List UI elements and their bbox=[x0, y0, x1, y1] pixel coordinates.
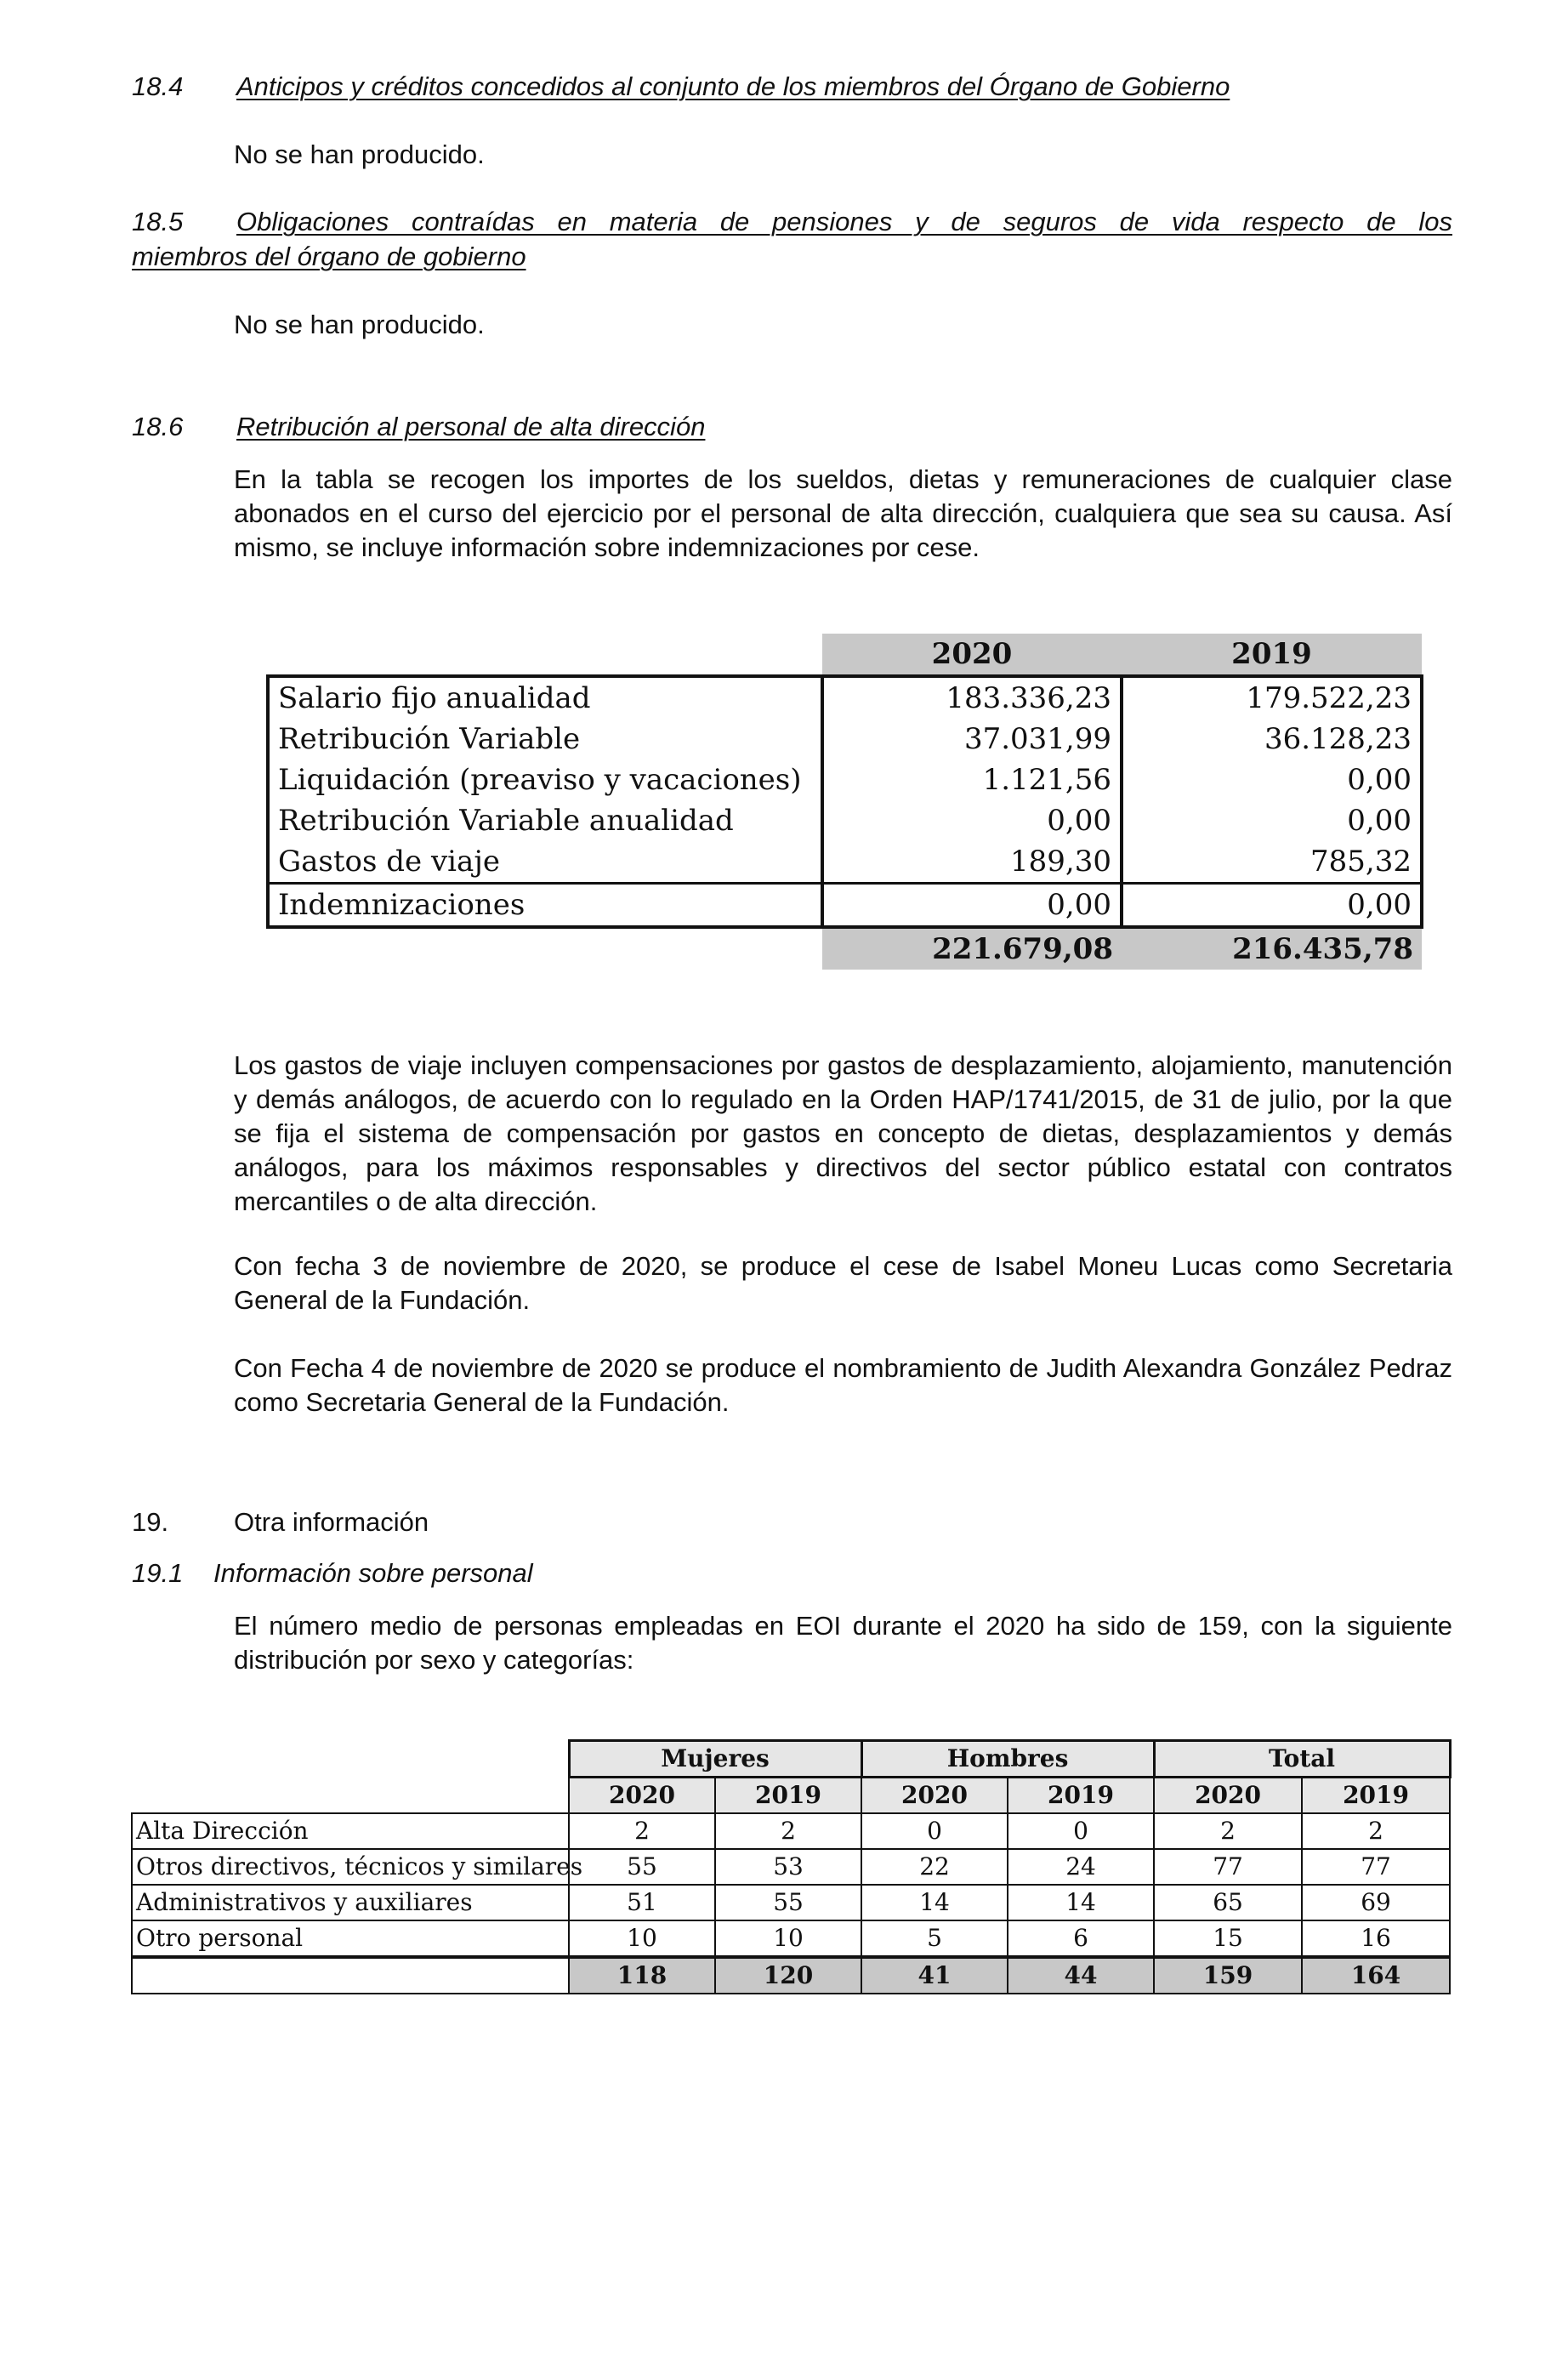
total-value: 44 bbox=[1008, 1957, 1154, 1994]
section-number: 18.5 bbox=[132, 207, 184, 236]
dismissal-note: Con fecha 3 de noviembre de 2020, se produce el cese de Isabel Moneu Lucas como Secretaria General de la Fundación. bbox=[234, 1251, 1452, 1315]
year-header: 2019 bbox=[1302, 1778, 1450, 1814]
section-title-line1: Obligaciones contraídas en materia de pensiones y de seguros de vida respecto de los bbox=[236, 207, 1452, 236]
value-2020: 37.031,99 bbox=[822, 719, 1122, 760]
value-2019: 179.522,23 bbox=[1122, 676, 1422, 719]
table-header-row bbox=[268, 634, 1422, 676]
table-row bbox=[268, 760, 1422, 800]
section-title: Otra información bbox=[234, 1507, 429, 1537]
cell-value: 77 bbox=[1154, 1849, 1302, 1885]
cell-value: 5 bbox=[861, 1920, 1008, 1957]
section-19-1-heading bbox=[132, 1558, 533, 1589]
cell-value: 22 bbox=[861, 1849, 1008, 1885]
section-18-6-heading bbox=[132, 412, 705, 442]
row-label: Gastos de viaje bbox=[268, 841, 822, 884]
row-label: Retribución Variable bbox=[268, 719, 822, 760]
cell-value: 16 bbox=[1302, 1920, 1450, 1957]
year-header: 2020 bbox=[1154, 1778, 1302, 1814]
cell-value: 65 bbox=[1154, 1885, 1302, 1920]
section-number: 18.4 bbox=[132, 71, 184, 101]
value-2020: 1.121,56 bbox=[822, 760, 1122, 800]
cell-value: 2 bbox=[1302, 1813, 1450, 1849]
value-2019: 0,00 bbox=[1122, 760, 1422, 800]
row-label: Indemnizaciones bbox=[268, 884, 822, 928]
section-number: 18.6 bbox=[132, 412, 184, 441]
table-row bbox=[268, 884, 1422, 928]
year-header: 2019 bbox=[1008, 1778, 1154, 1814]
cell-value: 2 bbox=[1154, 1813, 1302, 1849]
total-2019: 216.435,78 bbox=[1122, 927, 1422, 970]
header-year-2019: 2019 bbox=[1122, 634, 1422, 676]
total-value: 120 bbox=[715, 1957, 861, 1994]
table-total-row bbox=[132, 1957, 1450, 1994]
cell-value: 2 bbox=[715, 1813, 861, 1849]
cell-value: 55 bbox=[569, 1849, 715, 1885]
value-2020: 189,30 bbox=[822, 841, 1122, 884]
section-18-5-heading bbox=[132, 207, 1452, 237]
section-18-4-heading bbox=[132, 71, 1230, 102]
cell-value: 14 bbox=[1008, 1885, 1154, 1920]
year-header: 2019 bbox=[715, 1778, 861, 1814]
section-number: 19. bbox=[132, 1507, 169, 1537]
header-year-2020: 2020 bbox=[822, 634, 1122, 676]
row-label: Retribución Variable anualidad bbox=[268, 800, 822, 841]
cell-value: 10 bbox=[715, 1920, 861, 1957]
value-2019: 36.128,23 bbox=[1122, 719, 1422, 760]
cell-value: 10 bbox=[569, 1920, 715, 1957]
cell-value: 53 bbox=[715, 1849, 861, 1885]
table-total-row bbox=[268, 927, 1422, 970]
value-2019: 0,00 bbox=[1122, 884, 1422, 928]
appointment-note: Con Fecha 4 de noviembre de 2020 se produce el nombramiento de Judith Alexandra González Pedraz como Secretaria General de la Fundación. bbox=[234, 1353, 1452, 1417]
table-row bbox=[268, 841, 1422, 884]
value-2020: 0,00 bbox=[822, 800, 1122, 841]
section-19-1-intro: El número medio de personas empleadas en EOI durante el 2020 ha sido de 159, con la siguiente distribución por sexo y categorías: bbox=[234, 1611, 1452, 1675]
value-2019: 785,32 bbox=[1122, 841, 1422, 884]
group-header-hombres: Hombres bbox=[861, 1741, 1154, 1778]
table-row bbox=[132, 1885, 1450, 1920]
cell-value: 15 bbox=[1154, 1920, 1302, 1957]
section-18-5-body: No se han producido. bbox=[234, 310, 485, 339]
total-2020: 221.679,08 bbox=[822, 927, 1122, 970]
section-19-heading bbox=[132, 1507, 429, 1538]
table-row bbox=[268, 800, 1422, 841]
value-2020: 0,00 bbox=[822, 884, 1122, 928]
cell-value: 0 bbox=[1008, 1813, 1154, 1849]
total-value: 41 bbox=[861, 1957, 1008, 1994]
cell-value: 24 bbox=[1008, 1849, 1154, 1885]
section-18-5-heading-line2: miembros del órgano de gobierno bbox=[132, 242, 526, 271]
total-value: 118 bbox=[569, 1957, 715, 1994]
travel-expenses-note: Los gastos de viaje incluyen compensaciones por gastos de desplazamiento, alojamiento, manutención y demás análogos, de acuerdo con lo regulado en la Orden HAP/1741/2015, de 31 de julio, por la que se fija el sistema de compensación por gastos en concepto de dietas, desplazamientos y demás análogos, para los máximos responsables y directivos del sector público estatal con contratos mercantiles o de alta dirección. bbox=[234, 1050, 1452, 1216]
total-value: 164 bbox=[1302, 1957, 1450, 1994]
table-row bbox=[268, 719, 1422, 760]
row-label: Liquidación (preaviso y vacaciones) bbox=[268, 760, 822, 800]
total-value: 159 bbox=[1154, 1957, 1302, 1994]
cell-value: 6 bbox=[1008, 1920, 1154, 1957]
table-row bbox=[268, 676, 1422, 719]
year-header-row bbox=[132, 1778, 1450, 1814]
group-header-row bbox=[132, 1741, 1450, 1778]
cell-value: 55 bbox=[715, 1885, 861, 1920]
cell-value: 14 bbox=[861, 1885, 1008, 1920]
value-2019: 0,00 bbox=[1122, 800, 1422, 841]
group-header-total: Total bbox=[1154, 1741, 1450, 1778]
cell-value: 51 bbox=[569, 1885, 715, 1920]
table-row bbox=[132, 1849, 1450, 1885]
group-header-mujeres: Mujeres bbox=[569, 1741, 861, 1778]
row-label: Alta Dirección bbox=[132, 1813, 569, 1849]
row-label: Administrativos y auxiliares bbox=[132, 1885, 569, 1920]
remuneration-table bbox=[266, 634, 1423, 970]
row-label: Otros directivos, técnicos y similares bbox=[132, 1849, 569, 1885]
section-title: Anticipos y créditos concedidos al conjunto de los miembros del Órgano de Gobierno bbox=[236, 71, 1230, 101]
personnel-table bbox=[131, 1739, 1452, 1994]
year-header: 2020 bbox=[861, 1778, 1008, 1814]
section-number: 19.1 bbox=[132, 1558, 184, 1588]
value-2020: 183.336,23 bbox=[822, 676, 1122, 719]
row-label: Salario fijo anualidad bbox=[268, 676, 822, 719]
cell-value: 2 bbox=[569, 1813, 715, 1849]
section-title: Retribución al personal de alta dirección bbox=[236, 412, 706, 441]
cell-value: 69 bbox=[1302, 1885, 1450, 1920]
section-18-4-body: No se han producido. bbox=[234, 139, 485, 169]
cell-value: 0 bbox=[861, 1813, 1008, 1849]
row-label: Otro personal bbox=[132, 1920, 569, 1957]
table-row bbox=[132, 1813, 1450, 1849]
section-18-6-intro: En la tabla se recogen los importes de los sueldos, dietas y remuneraciones de cualquier clase abonados en el curso del ejercicio por el personal de alta dirección, cualquiera que sea su causa. Así mismo, se incluye información sobre indemnizaciones por cese. bbox=[234, 464, 1452, 562]
cell-value: 77 bbox=[1302, 1849, 1450, 1885]
section-title: Información sobre personal bbox=[213, 1558, 533, 1588]
year-header: 2020 bbox=[569, 1778, 715, 1814]
table-row bbox=[132, 1920, 1450, 1957]
